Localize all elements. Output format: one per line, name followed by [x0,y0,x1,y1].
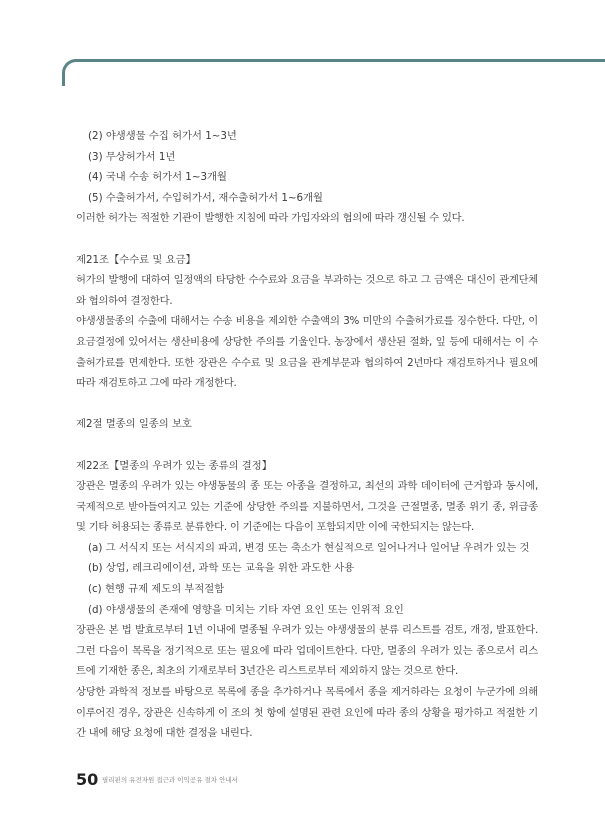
article-21-heading: 제21조【수수료 및 요금】 [76,253,196,266]
list-item: (4) 국내 수송 허가서 1~3개월 [88,171,227,184]
list-item: (c) 현행 규제 제도의 부적절함 [88,583,225,596]
list-item: (3) 무상허가서 1년 [88,150,176,163]
section-2-heading: 제2절 멸종의 일종의 보호 [76,418,192,431]
renewal-paragraph: 이러한 허가는 적절한 기관이 발행한 지침에 따라 가입자와의 협의에 따라 갱신될 수 있다. [76,212,465,225]
article-22-paragraph: 상당한 과학적 정보를 바탕으로 목록에 종을 추가하거나 목록에서 종을 제거하라는 요청이 누군가에 의해 이루어진 경우, 장관은 신속하게 이 조의 첫 항에 설명된 관련 요인에 따라 종의 상황을 평가하고 적절한 기간 내에 해당 요청에 대한 결정을 내린다. [76,686,538,740]
list-item: (2) 야생생물 수집 허가서 1~3년 [88,130,237,142]
list-item: (d) 야생생물의 존재에 영향을 미치는 기타 자연 요인 또는 인위적 요인 [88,603,404,616]
list-item: (a) 그 서식지 또는 서식지의 파괴, 변경 또는 축소가 현실적으로 일어나거나 일어날 우려가 있는 것 [88,541,530,554]
article-22-paragraph: 장관은 본 법 발효로부터 1년 이내에 멸종될 우려가 있는 야생생물의 분류 리스트를 검토, 개정, 발표한다. 그런 다음이 목록을 정기적으로 또는 필요에 따라 업데이트한다. 다만, 멸종의 우려가 있는 종으로서 리스트에 기재한 종은, 최초의 기재로부터 3년간은 리스트로부터 제외하지 않는 것으로 한다. [76,624,538,678]
article-21-paragraph: 허가의 발행에 대하여 일정액의 타당한 수수료와 요금을 부과하는 것으로 하고 그 금액은 대신이 관계단체와 협의하여 결정한다. [76,274,538,307]
article-22-paragraph: 장관은 멸종의 우려가 있는 야생동물의 종 또는 아종을 결정하고, 최선의 과학 데이터에 근거함과 동시에, 국제적으로 받아들여지고 있는 기준에 상당한 주의를 지불하면서, 그것을 근절멸종, 멸종 위기 종, 위급종 및 기타 허용되는 종류로 분류한다. 이 기준에는 다음이 포함되지만 이에 국한되지는 않는다. [76,480,538,534]
page-number: 50 [76,770,99,789]
list-item: (5) 수출허가서, 수입허가서, 재수출허가서 1~6개월 [88,191,323,204]
list-item: (b) 상업, 레크리에이션, 과학 또는 교육을 위한 과도한 사용 [88,562,355,575]
footer-title: 필리핀의 유전자원 접근과 이익공유 절차 안내서 [102,776,238,784]
page-content [76,126,538,744]
article-22-heading: 제22조【멸종의 우려가 있는 종류의 결정】 [76,459,272,472]
corner-decoration [62,59,605,86]
article-21-paragraph: 야생생물종의 수출에 대해서는 수송 비용을 제외한 수출액의 3% 미만의 수출허가료를 징수한다. 다만, 이 요금결정에 있어서는 생산비용에 상당한 주의를 기울인다. 농장에서 생산된 절화, 잎 등에 대해서는 이 수출허가료를 면제한다. 또한 장관은 수수료 및 요금을 관계부문과 협의하여 2년마다 재검토하거나 필요에 따라 재검토하고 그에 따라 개정한다. [76,315,538,390]
